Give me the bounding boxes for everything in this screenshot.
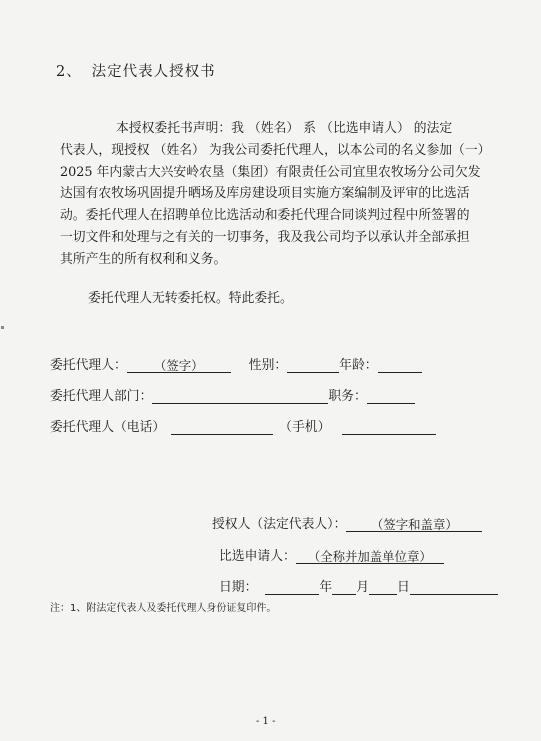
statement-line: 动。委托代理人在招聘单位比选活动和委托代理合同谈判过程中所签署的 xyxy=(60,208,470,224)
section-title: 法定代表人授权书 xyxy=(91,64,216,80)
authorizer-signature-field[interactable]: （签字和盖章） xyxy=(346,517,482,532)
mobile-label: （手机） xyxy=(279,420,331,435)
month-label: 月 xyxy=(356,580,369,595)
position-label: 职务： xyxy=(328,389,367,404)
dept-row xyxy=(50,385,415,404)
section-heading xyxy=(56,60,216,81)
statement-line: 本授权委托书声明：我 （姓名） 系 （比选申请人） 的法定 xyxy=(116,121,453,136)
day-field[interactable] xyxy=(369,580,397,595)
applicant-field[interactable]: （全称并加盖单位章） xyxy=(296,549,444,564)
applicant-row xyxy=(219,545,444,564)
month-field[interactable] xyxy=(332,580,356,595)
year-field[interactable] xyxy=(265,580,319,595)
section-number: 2、 xyxy=(56,64,82,80)
dept-field[interactable] xyxy=(152,389,328,404)
page-number: - 1 - xyxy=(256,716,276,727)
date-label: 日期： xyxy=(219,580,258,595)
position-field[interactable] xyxy=(367,389,415,404)
phone-label: 委托代理人（电话） xyxy=(50,420,166,435)
statement-line: 2025 年内蒙古大兴安岭农垦（集团）有限责任公司宜里农牧场分公司欠发 xyxy=(60,164,481,180)
no-sub-delegation-text: 委托代理人无转委托权。特此委托。 xyxy=(88,291,293,306)
agent-signature-field[interactable]: （签字） xyxy=(127,358,231,373)
footnote: 注：1、附法定代表人及委托代理人身份证复印件。 xyxy=(50,603,277,614)
gender-field[interactable] xyxy=(287,358,339,373)
authorizer-label: 授权人（法定代表人）： xyxy=(212,517,347,532)
age-field[interactable] xyxy=(378,358,422,373)
date-row xyxy=(219,576,498,595)
authorization-statement xyxy=(60,118,510,271)
scan-speck xyxy=(1,326,4,329)
phone-field[interactable] xyxy=(171,420,273,435)
agent-label: 委托代理人： xyxy=(50,358,127,373)
date-extra-field[interactable] xyxy=(410,580,498,595)
day-label: 日 xyxy=(396,580,410,595)
mobile-field[interactable] xyxy=(342,420,436,435)
agent-row xyxy=(50,354,422,373)
dept-label: 委托代理人部门： xyxy=(50,389,153,404)
year-label: 年 xyxy=(319,580,333,595)
statement-line: 代表人，现授权 （姓名） 为我公司委托代理人，以本公司的名义参加（一） xyxy=(60,142,491,158)
statement-line: 达国有农牧场巩固提升晒场及库房建设项目实施方案编制及评审的比选活 xyxy=(60,186,470,202)
gender-label: 性别： xyxy=(248,358,288,373)
age-label: 年龄： xyxy=(339,358,378,373)
authorizer-row xyxy=(212,513,482,532)
applicant-label: 比选申请人： xyxy=(219,549,296,564)
statement-line: 一切文件和处理与之有关的一切事务，我及我公司均予以承认并全部承担 xyxy=(60,229,470,245)
statement-line: 其所产生的所有权利和义务。 xyxy=(60,251,227,267)
phone-row xyxy=(50,416,436,435)
